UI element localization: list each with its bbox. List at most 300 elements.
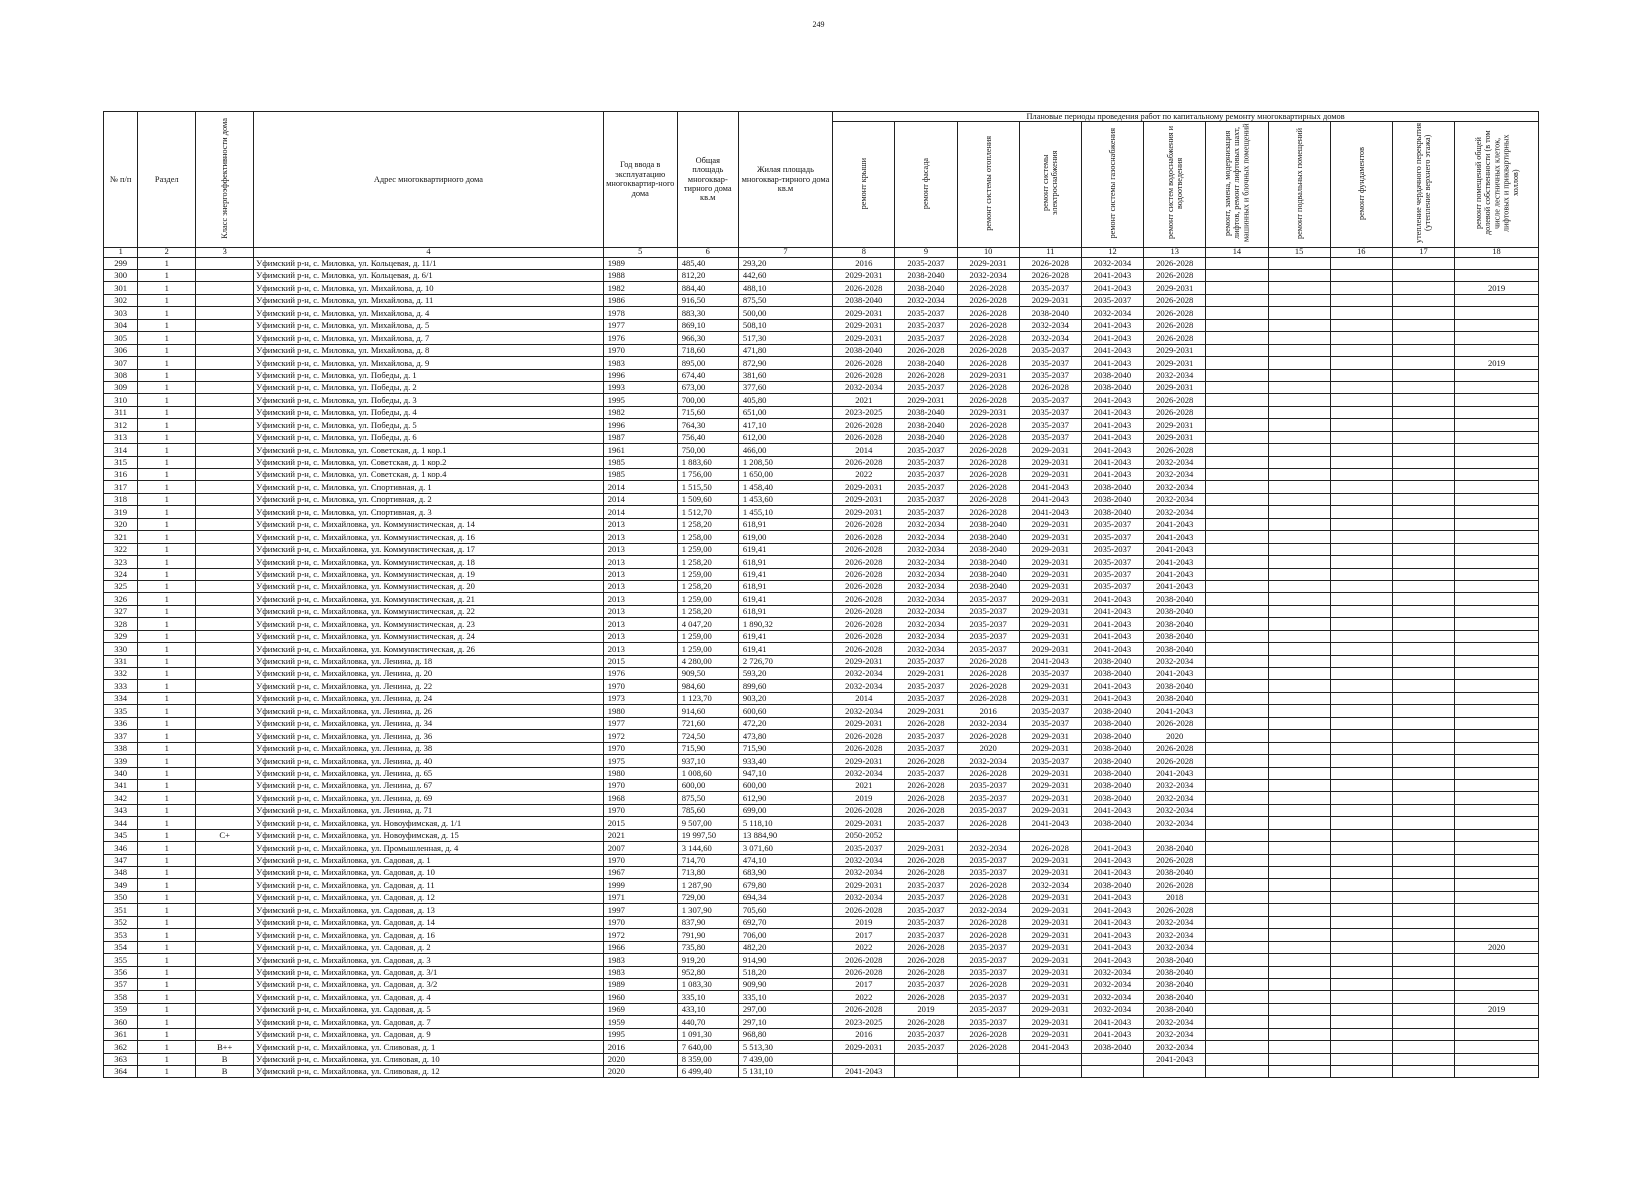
period-cell: 2029-2031: [1019, 469, 1081, 481]
table-row: [104, 369, 1539, 381]
period-cell: [1392, 419, 1454, 431]
period-cell: 2021: [833, 394, 895, 406]
period-cell: [1330, 779, 1392, 791]
period-cell: 2029-2031: [1019, 630, 1081, 642]
period-cell: 2029-2031: [1019, 854, 1081, 866]
period-cell: 2026-2028: [833, 618, 895, 630]
period-cell: 2035-2037: [895, 319, 957, 331]
period-cell: 2026-2028: [1144, 270, 1206, 282]
period-cell: 2029-2031: [1019, 568, 1081, 580]
address-cell: Уфимский р-н, с. Михайловка, ул. Коммунистическая, д. 18: [254, 556, 604, 568]
row-number-cell: 331: [104, 655, 138, 667]
period-cell: 2041-2043: [1081, 692, 1143, 704]
living-area-cell: 679,80: [738, 879, 832, 891]
period-cell: 2029-2031: [957, 369, 1019, 381]
table-row: [104, 792, 1539, 804]
section-cell: 1: [138, 829, 196, 841]
period-cell: 2041-2043: [1081, 319, 1143, 331]
row-number-cell: 334: [104, 692, 138, 704]
period-cell: 2026-2028: [895, 1016, 957, 1028]
period-cell: 2038-2040: [1144, 618, 1206, 630]
period-cell: 2023-2025: [833, 406, 895, 418]
period-cell: [1455, 630, 1539, 642]
period-cell: 2035-2037: [957, 854, 1019, 866]
row-number-cell: 350: [104, 891, 138, 903]
period-cell: 2035-2037: [895, 481, 957, 493]
period-cell: [1392, 270, 1454, 282]
energy-class-cell: [196, 966, 254, 978]
period-cell: 2029-2031: [1019, 580, 1081, 592]
period-cell: [1268, 630, 1330, 642]
section-cell: 1: [138, 543, 196, 555]
total-area-cell: 1 123,70: [677, 692, 738, 704]
address-cell: Уфимский р-н, с. Михайловка, ул. Садовая, д. 2: [254, 941, 604, 953]
commission-year-cell: 1960: [603, 991, 677, 1003]
period-cell: [1330, 966, 1392, 978]
section-cell: 1: [138, 444, 196, 456]
section-cell: 1: [138, 493, 196, 505]
living-area-cell: 405,80: [738, 394, 832, 406]
living-area-cell: 335,10: [738, 991, 832, 1003]
address-cell: Уфимский р-н, с. Михайловка, ул. Коммунистическая, д. 26: [254, 643, 604, 655]
section-cell: 1: [138, 643, 196, 655]
section-cell: 1: [138, 381, 196, 393]
row-number-cell: 336: [104, 717, 138, 729]
living-area-cell: 3 071,60: [738, 842, 832, 854]
period-cell: 2020: [1144, 730, 1206, 742]
period-cell: 2038-2040: [1144, 630, 1206, 642]
table-row: [104, 680, 1539, 692]
row-number-cell: 315: [104, 456, 138, 468]
period-cell: 2035-2037: [957, 779, 1019, 791]
period-cell: 2041-2043: [1081, 804, 1143, 816]
energy-class-cell: [196, 481, 254, 493]
energy-class-cell: [196, 817, 254, 829]
total-area-cell: 837,90: [677, 916, 738, 928]
section-cell: 1: [138, 618, 196, 630]
period-cell: [1268, 655, 1330, 667]
row-number-cell: 362: [104, 1041, 138, 1053]
address-cell: Уфимский р-н, с. Миловка, ул. Михайлова, д. 9: [254, 357, 604, 369]
living-area-cell: 1 453,60: [738, 493, 832, 505]
row-number-cell: 311: [104, 406, 138, 418]
table-row: [104, 1041, 1539, 1053]
period-cell: [1392, 357, 1454, 369]
living-area-cell: 377,60: [738, 381, 832, 393]
table-row: [104, 381, 1539, 393]
period-cell: 2026-2028: [833, 543, 895, 555]
period-cell: 2029-2031: [1019, 804, 1081, 816]
section-cell: 1: [138, 692, 196, 704]
total-area-cell: 8 359,00: [677, 1053, 738, 1065]
period-cell: 2035-2037: [895, 817, 957, 829]
row-number-cell: 299: [104, 257, 138, 269]
period-cell: [957, 829, 1019, 841]
total-area-cell: 1 258,20: [677, 556, 738, 568]
period-cell: 2035-2037: [957, 618, 1019, 630]
row-number-cell: 321: [104, 531, 138, 543]
period-cell: 2029-2031: [1019, 1016, 1081, 1028]
period-cell: [1392, 593, 1454, 605]
total-area-cell: 335,10: [677, 991, 738, 1003]
period-cell: [1268, 978, 1330, 990]
period-cell: 2029-2031: [833, 1041, 895, 1053]
period-cell: 2038-2040: [957, 568, 1019, 580]
period-cell: 2038-2040: [957, 531, 1019, 543]
period-cell: [1392, 456, 1454, 468]
commission-year-cell: 1982: [603, 282, 677, 294]
address-cell: Уфимский р-н, с. Михайловка, ул. Садовая, д. 10: [254, 867, 604, 879]
energy-class-cell: [196, 394, 254, 406]
energy-class-cell: [196, 630, 254, 642]
period-cell: [1392, 381, 1454, 393]
period-cell: [1330, 817, 1392, 829]
row-number-cell: 339: [104, 755, 138, 767]
period-cell: 2038-2040: [957, 543, 1019, 555]
period-cell: 2032-2034: [833, 867, 895, 879]
period-cell: 2035-2037: [895, 1028, 957, 1040]
section-cell: 1: [138, 431, 196, 443]
period-cell: 2026-2028: [957, 668, 1019, 680]
living-area-cell: 619,41: [738, 593, 832, 605]
column-number-3: 3: [196, 247, 254, 257]
period-cell: 2032-2034: [1144, 1041, 1206, 1053]
header-col-12: [1081, 122, 1143, 247]
header-col-16: [1330, 122, 1392, 247]
energy-class-cell: [196, 357, 254, 369]
period-cell: 2035-2037: [895, 692, 957, 704]
energy-class-cell: [196, 456, 254, 468]
section-cell: 1: [138, 1016, 196, 1028]
address-cell: Уфимский р-н, с. Миловка, ул. Советская, д. 1 кор.1: [254, 444, 604, 456]
period-cell: 2038-2040: [1144, 954, 1206, 966]
header-col-3-label: Класс энергоэффективности дома: [219, 117, 229, 239]
period-cell: 2035-2037: [895, 742, 957, 754]
row-number-cell: 302: [104, 294, 138, 306]
section-cell: 1: [138, 668, 196, 680]
period-cell: 2032-2034: [833, 705, 895, 717]
section-cell: 1: [138, 605, 196, 617]
living-area-cell: 694,34: [738, 891, 832, 903]
period-cell: 2038-2040: [1081, 655, 1143, 667]
period-cell: [1330, 804, 1392, 816]
living-area-cell: 293,20: [738, 257, 832, 269]
energy-class-cell: [196, 332, 254, 344]
period-cell: [1330, 531, 1392, 543]
period-cell: 2029-2031: [1019, 643, 1081, 655]
period-cell: [1268, 742, 1330, 754]
period-cell: 2026-2028: [895, 792, 957, 804]
period-cell: [1206, 344, 1268, 356]
address-cell: Уфимский р-н, с. Михайловка, ул. Ленина, д. 69: [254, 792, 604, 804]
period-cell: 2041-2043: [1144, 568, 1206, 580]
period-cell: [1455, 431, 1539, 443]
table-row: [104, 879, 1539, 891]
period-cell: [1392, 580, 1454, 592]
period-cell: [1206, 705, 1268, 717]
period-cell: [1330, 518, 1392, 530]
period-cell: 2041-2043: [1081, 456, 1143, 468]
section-cell: 1: [138, 680, 196, 692]
period-cell: [1392, 543, 1454, 555]
energy-class-cell: [196, 282, 254, 294]
period-cell: 2026-2028: [833, 742, 895, 754]
row-number-cell: 328: [104, 618, 138, 630]
header-col-13: [1144, 122, 1206, 247]
table-row: [104, 817, 1539, 829]
period-cell: 2014: [833, 444, 895, 456]
living-area-cell: 7 439,00: [738, 1053, 832, 1065]
period-cell: 2022: [833, 991, 895, 1003]
period-cell: 2038-2040: [1144, 593, 1206, 605]
period-cell: [1330, 879, 1392, 891]
period-cell: 2026-2028: [957, 730, 1019, 742]
period-cell: [1455, 1053, 1539, 1065]
living-area-cell: 914,90: [738, 954, 832, 966]
period-cell: 2041-2043: [1019, 481, 1081, 493]
period-cell: 2032-2034: [833, 668, 895, 680]
period-cell: [1268, 1053, 1330, 1065]
living-area-cell: 517,30: [738, 332, 832, 344]
period-cell: 2026-2028: [833, 1003, 895, 1015]
period-cell: 2038-2040: [1144, 680, 1206, 692]
row-number-cell: 308: [104, 369, 138, 381]
row-number-cell: 325: [104, 580, 138, 592]
row-number-cell: 363: [104, 1053, 138, 1065]
living-area-cell: 612,00: [738, 431, 832, 443]
section-cell: 1: [138, 456, 196, 468]
period-cell: 2029-2031: [1144, 419, 1206, 431]
living-area-cell: 13 884,90: [738, 829, 832, 841]
period-cell: 2026-2028: [1144, 394, 1206, 406]
period-cell: [1455, 307, 1539, 319]
commission-year-cell: 1978: [603, 307, 677, 319]
total-area-cell: 4 047,20: [677, 618, 738, 630]
address-cell: Уфимский р-н, с. Михайловка, ул. Сливовая, д. 1: [254, 1041, 604, 1053]
row-number-cell: 309: [104, 381, 138, 393]
period-cell: 2029-2031: [833, 717, 895, 729]
period-cell: 2026-2028: [833, 456, 895, 468]
period-cell: [1392, 1053, 1454, 1065]
column-number-6: 6: [677, 247, 738, 257]
period-cell: 2032-2034: [895, 518, 957, 530]
address-cell: Уфимский р-н, с. Михайловка, ул. Новоуфимская, д. 15: [254, 829, 604, 841]
period-cell: 2035-2037: [895, 730, 957, 742]
period-cell: [1206, 891, 1268, 903]
period-cell: [1392, 730, 1454, 742]
energy-class-cell: B: [196, 1053, 254, 1065]
period-cell: 2032-2034: [1144, 817, 1206, 829]
row-number-cell: 324: [104, 568, 138, 580]
header-col-17-label: утепление чердачного перекрытия (утепление верхнего этажа): [1414, 123, 1433, 244]
period-cell: [1392, 916, 1454, 928]
period-cell: 2026-2028: [957, 357, 1019, 369]
period-cell: 2029-2031: [1019, 593, 1081, 605]
address-cell: Уфимский р-н, с. Михайловка, ул. Садовая, д. 3/2: [254, 978, 604, 990]
commission-year-cell: 2013: [603, 618, 677, 630]
period-cell: 2026-2028: [1019, 257, 1081, 269]
period-cell: [1330, 1053, 1392, 1065]
commission-year-cell: 1970: [603, 804, 677, 816]
energy-class-cell: [196, 891, 254, 903]
address-cell: Уфимский р-н, с. Михайловка, ул. Коммунистическая, д. 19: [254, 568, 604, 580]
period-cell: [1268, 481, 1330, 493]
period-cell: [1455, 668, 1539, 680]
total-area-cell: 914,60: [677, 705, 738, 717]
period-cell: 2038-2040: [1081, 879, 1143, 891]
period-cell: 2026-2028: [957, 1041, 1019, 1053]
commission-year-cell: 2013: [603, 593, 677, 605]
period-cell: [1392, 469, 1454, 481]
table-row: [104, 1053, 1539, 1065]
period-cell: 2032-2034: [833, 891, 895, 903]
total-area-cell: 1 756,00: [677, 469, 738, 481]
period-cell: 2041-2043: [1081, 605, 1143, 617]
period-cell: [1268, 618, 1330, 630]
column-number-1: 1: [104, 247, 138, 257]
living-area-cell: 518,20: [738, 966, 832, 978]
header-col-7: Жилая площадь многоквар-тирного дома кв.м: [738, 112, 832, 248]
energy-class-cell: [196, 954, 254, 966]
table-row: [104, 543, 1539, 555]
commission-year-cell: 1980: [603, 767, 677, 779]
period-cell: [1206, 929, 1268, 941]
period-cell: 2026-2028: [957, 493, 1019, 505]
living-area-cell: 442,60: [738, 270, 832, 282]
period-cell: [1392, 1016, 1454, 1028]
period-cell: [1268, 817, 1330, 829]
period-cell: [1206, 941, 1268, 953]
period-cell: 2035-2037: [1019, 344, 1081, 356]
period-cell: 2029-2031: [1019, 991, 1081, 1003]
period-cell: 2029-2031: [1019, 294, 1081, 306]
commission-year-cell: 1961: [603, 444, 677, 456]
header-col-5: Год ввода в эксплуатацию многоквартир-ного дома: [603, 112, 677, 248]
period-cell: [1330, 692, 1392, 704]
living-area-cell: 417,10: [738, 419, 832, 431]
period-cell: [1330, 294, 1392, 306]
period-cell: [1392, 966, 1454, 978]
row-number-cell: 307: [104, 357, 138, 369]
column-number-2: 2: [138, 247, 196, 257]
period-cell: 2035-2037: [957, 991, 1019, 1003]
period-cell: [1455, 854, 1539, 866]
energy-class-cell: [196, 804, 254, 816]
period-cell: [1081, 829, 1143, 841]
commission-year-cell: 1986: [603, 294, 677, 306]
period-cell: 2026-2028: [895, 954, 957, 966]
period-cell: [1330, 755, 1392, 767]
table-row: [104, 941, 1539, 953]
period-cell: [1330, 643, 1392, 655]
commission-year-cell: 1966: [603, 941, 677, 953]
period-cell: [1455, 978, 1539, 990]
living-area-cell: 381,60: [738, 369, 832, 381]
commission-year-cell: 2014: [603, 506, 677, 518]
address-cell: Уфимский р-н, с. Миловка, ул. Победы, д. 5: [254, 419, 604, 431]
table-row: [104, 506, 1539, 518]
energy-class-cell: [196, 717, 254, 729]
total-area-cell: 19 997,50: [677, 829, 738, 841]
commission-year-cell: 1996: [603, 419, 677, 431]
period-cell: 2026-2028: [895, 991, 957, 1003]
period-cell: [1392, 929, 1454, 941]
living-area-cell: 5 513,30: [738, 1041, 832, 1053]
period-cell: [1268, 419, 1330, 431]
commission-year-cell: 1989: [603, 257, 677, 269]
period-cell: 2041-2043: [1081, 867, 1143, 879]
commission-year-cell: 1983: [603, 966, 677, 978]
period-cell: [1455, 580, 1539, 592]
header-col-8-label: ремонт крыши: [859, 157, 869, 210]
energy-class-cell: C+: [196, 829, 254, 841]
period-cell: [1330, 444, 1392, 456]
period-cell: [1206, 381, 1268, 393]
period-cell: 2016: [833, 257, 895, 269]
energy-class-cell: [196, 1003, 254, 1015]
header-col-15-label: ремонт подвальных помещений: [1294, 127, 1304, 239]
period-cell: [1392, 531, 1454, 543]
table-row: [104, 891, 1539, 903]
period-cell: 2032-2034: [895, 643, 957, 655]
period-cell: 2041-2043: [1081, 954, 1143, 966]
period-cell: 2029-2031: [1019, 966, 1081, 978]
address-cell: Уфимский р-н, с. Михайловка, ул. Сливовая, д. 10: [254, 1053, 604, 1065]
period-cell: [1392, 792, 1454, 804]
period-cell: 2041-2043: [1081, 419, 1143, 431]
period-cell: 2029-2031: [1019, 730, 1081, 742]
period-cell: 2029-2031: [1019, 605, 1081, 617]
period-cell: 2041-2043: [1081, 1016, 1143, 1028]
period-cell: 2041-2043: [1019, 817, 1081, 829]
energy-class-cell: [196, 916, 254, 928]
period-cell: 2035-2037: [1019, 394, 1081, 406]
period-cell: 2016: [833, 1028, 895, 1040]
period-cell: [1206, 742, 1268, 754]
row-number-cell: 357: [104, 978, 138, 990]
commission-year-cell: 2015: [603, 655, 677, 667]
energy-class-cell: [196, 344, 254, 356]
total-area-cell: 750,00: [677, 444, 738, 456]
period-cell: 2035-2037: [1081, 518, 1143, 530]
period-cell: 2041-2043: [1081, 357, 1143, 369]
address-cell: Уфимский р-н, с. Михайловка, ул. Садовая, д. 11: [254, 879, 604, 891]
period-cell: [1455, 916, 1539, 928]
commission-year-cell: 1973: [603, 692, 677, 704]
period-cell: 2020: [957, 742, 1019, 754]
period-cell: 2041-2043: [1081, 929, 1143, 941]
period-cell: [1330, 842, 1392, 854]
period-cell: 2026-2028: [957, 767, 1019, 779]
period-cell: [1455, 493, 1539, 505]
period-cell: [1330, 730, 1392, 742]
living-area-cell: 968,80: [738, 1028, 832, 1040]
period-cell: 2041-2043: [1144, 1053, 1206, 1065]
period-cell: [1392, 705, 1454, 717]
period-cell: 2026-2028: [833, 730, 895, 742]
period-cell: 2035-2037: [1081, 580, 1143, 592]
period-cell: [1455, 1016, 1539, 1028]
period-cell: 2038-2040: [1144, 966, 1206, 978]
living-area-cell: 1 650,00: [738, 469, 832, 481]
period-cell: [1206, 481, 1268, 493]
commission-year-cell: 2013: [603, 605, 677, 617]
period-cell: 2038-2040: [1081, 481, 1143, 493]
period-cell: [1455, 257, 1539, 269]
energy-class-cell: [196, 854, 254, 866]
commission-year-cell: 1983: [603, 357, 677, 369]
period-cell: 2032-2034: [895, 294, 957, 306]
